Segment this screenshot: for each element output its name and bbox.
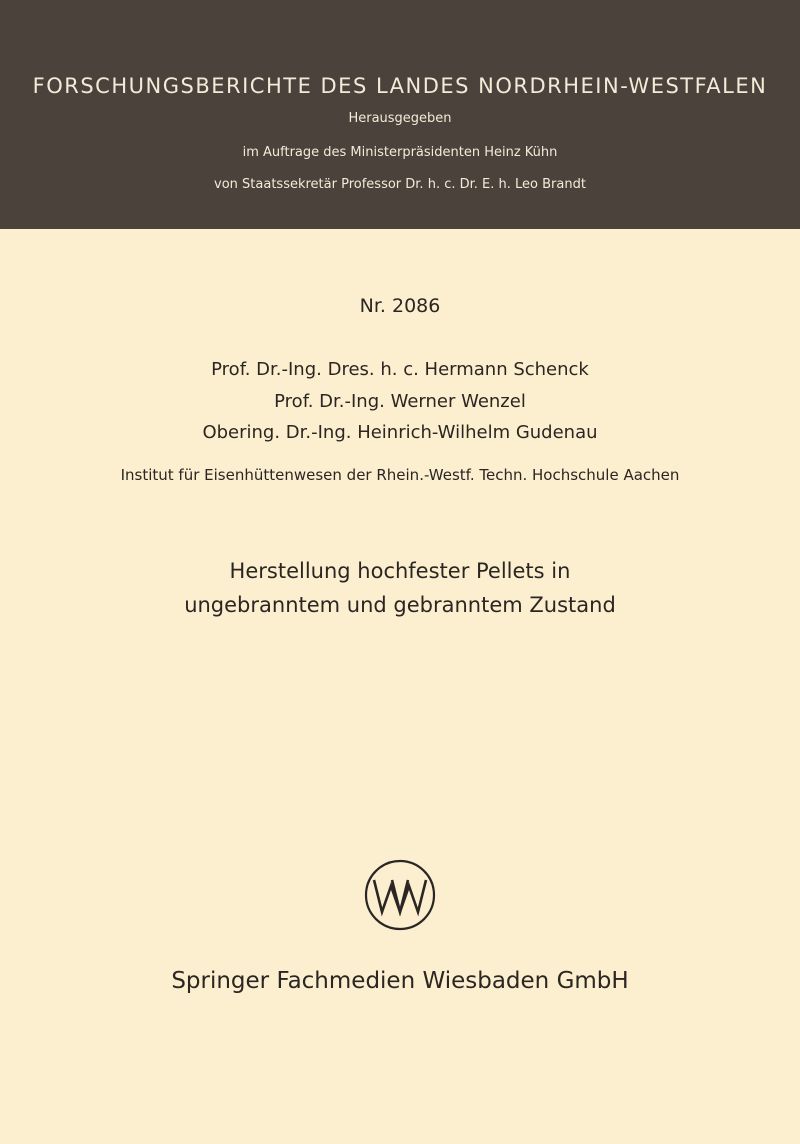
report-number: Nr. 2086 [359, 295, 441, 317]
author-2: Prof. Dr.-Ing. Werner Wenzel [274, 391, 526, 412]
editor-line-3: von Staatssekretär Professor Dr. h. c. Dr. E. h. Leo Brandt [214, 177, 586, 192]
series-title: FORSCHUNGSBERICHTE DES LANDES NORDRHEIN-WESTFALEN [32, 74, 768, 98]
author-3: Obering. Dr.-Ing. Heinrich-Wilhelm Gudenau [202, 422, 598, 443]
header-band [0, 0, 800, 229]
institute: Institut für Eisenhüttenwesen der Rhein.-Westf. Techn. Hochschule Aachen [120, 466, 680, 484]
editor-line-1: Herausgegeben [348, 111, 452, 126]
editor-line-2: im Auftrage des Ministerpräsidenten Heinz Kühn [242, 145, 558, 160]
westdeutscher-verlag-ww-logo-icon [363, 858, 437, 932]
publisher: Springer Fachmedien Wiesbaden GmbH [171, 968, 629, 994]
author-1: Prof. Dr.-Ing. Dres. h. c. Hermann Schenck [211, 359, 589, 380]
book-title-line-2: ungebranntem und gebranntem Zustand [184, 593, 616, 617]
book-title-line-1: Herstellung hochfester Pellets in [229, 559, 571, 583]
